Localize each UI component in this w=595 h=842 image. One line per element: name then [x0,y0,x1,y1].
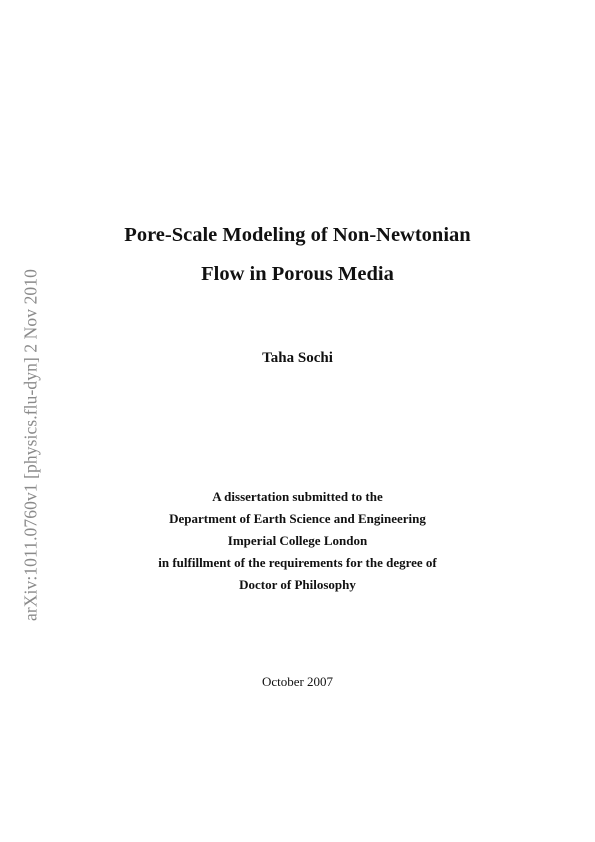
author-name: Taha Sochi [262,350,333,366]
statement-line-degree: Doctor of Philosophy [239,577,356,592]
arxiv-identifier-stamp: arXiv:1011.0760v1 [physics.flu-dyn] 2 Nov 2010 [20,269,41,621]
thesis-title-line-2: Flow in Porous Media [201,263,394,285]
statement-line-department: Department of Earth Science and Engineering [169,511,426,526]
statement-line-requirements: in fulfillment of the requirements for the degree of [158,555,437,570]
thesis-title-line-1: Pore-Scale Modeling of Non-Newtonian [124,224,471,246]
dissertation-statement [0,486,595,596]
statement-line-submitted: A dissertation submitted to the [212,489,383,504]
submission-date: October 2007 [261,674,334,689]
statement-line-institution: Imperial College London [227,533,368,548]
